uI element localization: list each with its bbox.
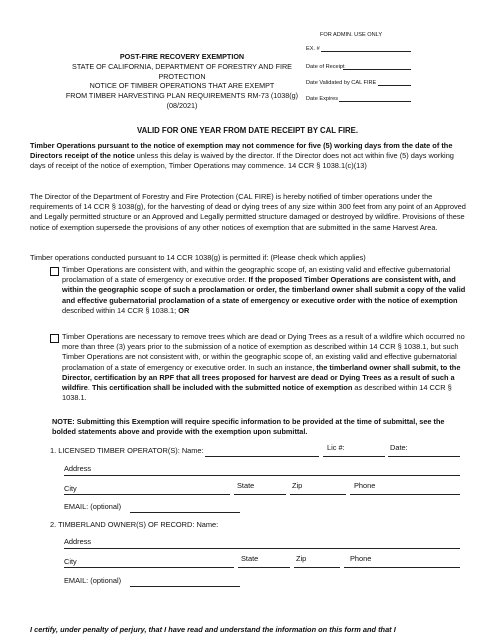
lto-address-field[interactable] <box>64 475 460 476</box>
owner-zip-field[interactable] <box>294 567 340 568</box>
owner-zip-label: Zip <box>296 554 307 563</box>
submittal-note: NOTE: Submitting this Exemption will require specific information to be provided at the time of submittal, see the bolded statements above and provide with the exemption upon submittal. <box>52 417 445 436</box>
director-notification-paragraph: The Director of the Department of Forestry and Fire Protection (CAL FIRE) is hereby notified of timber operations under the requirements of 14 CCR § 1038(g), for the harvesting of dead or dying trees of any size within 300 feet from any point of an Approved and Legally permitted structure or an Approved and Legally permitted structure damaged or destroyed by wildfire. Provisions of these notice of exemption supersede the provisions of any other notices of exemption that are submitted in the same Harvest Area. <box>30 192 466 232</box>
lto-name-field[interactable] <box>205 456 319 457</box>
owner-name-field[interactable] <box>64 548 460 549</box>
lto-name-label: 1. LICENSED TIMBER OPERATOR(S): Name: <box>50 446 204 455</box>
option-1-or: OR <box>178 305 190 315</box>
lto-city-field[interactable] <box>64 494 230 495</box>
lto-city-label: City <box>64 484 77 493</box>
admin-date-expires[interactable] <box>306 96 411 103</box>
admin-receipt-label: Date of Receipt <box>306 64 345 70</box>
owner-name-label: 2. TIMBERLAND OWNER(S) OF RECORD: Name: <box>50 520 219 529</box>
revision-date: (08/2021) <box>166 100 198 110</box>
lto-zip-field[interactable] <box>290 494 346 495</box>
form-title-block <box>52 52 312 111</box>
lto-zip-label: Zip <box>292 481 303 490</box>
option-2-e: as described within 14 CCR § 1038.1. <box>62 383 452 403</box>
owner-city-label: City <box>64 557 77 566</box>
option-2-b: the timberland owner shall submit, to the Director, certification by an RPF that all trees proposed for harvest are dead or Dying Trees as a result of such a wildfire <box>62 362 461 393</box>
admin-ex-label: EX. # <box>306 46 320 52</box>
owner-address-label: Address <box>64 537 92 546</box>
admin-date-receipt[interactable] <box>306 64 411 71</box>
lto-email-label: EMAIL: (optional) <box>64 502 122 511</box>
option-2-a: Timber Operations are necessary to remove trees which are dead or Dying Trees as a result of a wildfire which occurred no more than three (3) years prior to the submission of a notice of exemption as described within 14 CCR § 1038.1, but such Timber Operations are not consistent with, or within the geographic scope of, an existing valid and effective gubernatorial proclamation of a state of emergency or executive order. In such an instance, <box>62 332 465 372</box>
admin-expires-label: Date Expires <box>306 96 339 102</box>
option-1-c: described within 14 CCR § 1038.1; <box>62 305 179 315</box>
commencement-paragraph <box>30 141 467 172</box>
admin-validated-line <box>378 85 411 86</box>
owner-phone-field[interactable] <box>344 567 460 568</box>
admin-validated-label: Date Validated by CAL FIRE <box>306 80 377 86</box>
validity-notice: VALID FOR ONE YEAR FROM DATE RECEIPT BY CAL FIRE. <box>136 126 359 135</box>
admin-ex-number[interactable] <box>306 46 411 53</box>
lto-phone-field[interactable] <box>350 494 460 495</box>
admin-receipt-line <box>343 69 411 70</box>
lto-date-label: Date: <box>390 443 408 452</box>
option-2-checkbox[interactable] <box>50 334 59 343</box>
certification-statement: I certify, under penalty of perjury, that I have read and understand the information on this form and that I <box>30 625 396 634</box>
form-title: POST-FIRE RECOVERY EXEMPTION <box>119 52 245 61</box>
commencement-bold-text: Timber Operations pursuant to the notice of exemption may not commence for five (5) working days from the date of the Directors receipt of the notice <box>30 141 453 161</box>
owner-phone-label: Phone <box>350 554 372 563</box>
lto-date-field[interactable] <box>388 456 460 457</box>
option-1-b: If the proposed Timber Operations are consistent with, and within the geographic scope of such a proclamation or order, the timberland owner shall submit a copy of the valid and effective gubernatorial proclamation of a state of emergency or executive order with the notice of exemption <box>62 275 466 305</box>
admin-ex-line <box>321 51 411 52</box>
admin-heading: FOR ADMIN. USE ONLY <box>320 32 383 38</box>
owner-state-field[interactable] <box>238 567 290 568</box>
owner-state-label: State <box>241 554 259 563</box>
conditions-intro: Timber operations conducted pursuant to 14 CCR 1038(g) is permitted if: (Please check which applies) <box>30 253 366 262</box>
option-1-text <box>62 265 467 316</box>
lto-state-field[interactable] <box>234 494 286 495</box>
admin-date-validated[interactable] <box>306 80 411 87</box>
lto-phone-label: Phone <box>354 481 376 490</box>
lto-state-label: State <box>237 481 255 490</box>
commencement-rest-text: unless this delay is waived by the director. If the Director does not act within five (5) days working days of receipt of the notice of exemption, Timber Operations may commence. 14 CCR § 1038.1(c)(13) <box>30 151 454 171</box>
agency-line: STATE OF CALIFORNIA, DEPARTMENT OF FORESTRY AND FIRE PROTECTION <box>72 61 292 81</box>
owner-email-label: EMAIL: (optional) <box>64 576 122 585</box>
notice-line: NOTICE OF TIMBER OPERATIONS THAT ARE EXEMPT <box>89 81 275 91</box>
owner-email-field[interactable] <box>130 586 240 587</box>
owner-city-field[interactable] <box>64 567 234 568</box>
requirements-line: FROM TIMBER HARVESTING PLAN REQUIREMENTS RM-73 (1038(g) <box>65 91 299 101</box>
lto-lic-field[interactable] <box>323 456 385 457</box>
lto-email-field[interactable] <box>130 512 240 513</box>
admin-expires-line <box>339 101 411 102</box>
lto-address-label: Address <box>64 464 92 473</box>
option-2-d: This certification shall be included with the submitted notice of exemption <box>91 383 353 393</box>
admin-use-block <box>306 27 426 107</box>
option-2-c: . <box>87 383 92 393</box>
option-1-a: Timber Operations are consistent with, and within the geographic scope of, an existing valid and effective gubernatorial proclamation of a state of emergency or executive order. <box>62 265 451 285</box>
lto-lic-label: Lic #: <box>327 443 345 452</box>
option-2-text <box>62 332 467 403</box>
option-1-checkbox[interactable] <box>50 267 59 276</box>
